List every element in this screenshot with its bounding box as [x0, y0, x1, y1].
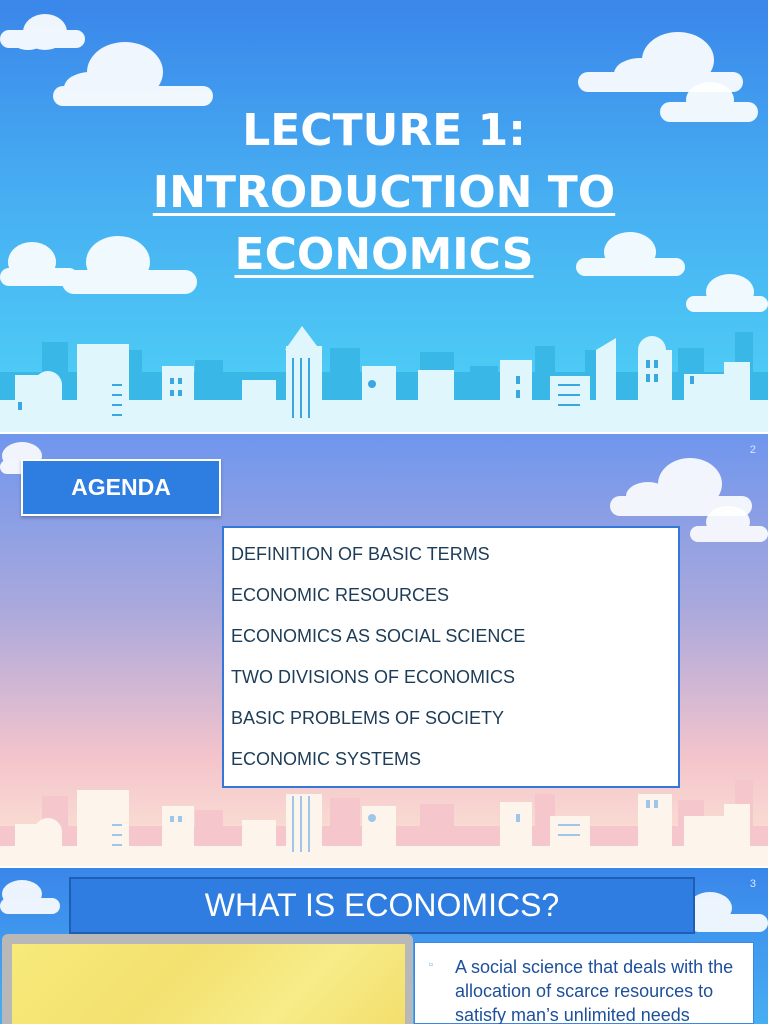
- slide-number: 2: [749, 444, 756, 456]
- agenda-item: BASIC PROBLEMS OF SOCIETY: [231, 708, 505, 728]
- title-line-3: ECONOMICS: [234, 229, 534, 280]
- agenda-item: ECONOMIC RESOURCES: [231, 585, 450, 605]
- square-bullet-icon: ▫: [429, 959, 433, 971]
- city-skyline-front: [0, 790, 768, 866]
- definition-text: A social science that deals with the allocation of scarce resources to satisfy man’s unlimited needs: [455, 957, 734, 1024]
- yellow-picture: [12, 944, 405, 1024]
- city-skyline-front: [0, 326, 768, 432]
- slide-2-agenda: [0, 434, 768, 866]
- agenda-heading: AGENDA: [21, 459, 221, 516]
- agenda-list: [222, 526, 680, 788]
- agenda-item: DEFINITION OF BASIC TERMS: [231, 544, 490, 564]
- slide-title: WHAT IS ECONOMICS?: [69, 877, 695, 934]
- agenda-item: ECONOMICS AS SOCIAL SCIENCE: [231, 626, 526, 646]
- slide-3-what-is-economics: [0, 868, 768, 1024]
- cloud-icon: [578, 32, 743, 92]
- lecture-title: [0, 100, 768, 286]
- agenda-item: ECONOMIC SYSTEMS: [231, 749, 422, 769]
- illustration-image: [2, 934, 413, 1024]
- lecture-number: LECTURE 1:: [242, 105, 526, 156]
- cloud-icon: [0, 880, 60, 914]
- cloud-icon: [0, 14, 85, 50]
- slide-1-title: [0, 0, 768, 432]
- cloud-icon: [688, 892, 768, 932]
- definition-box: [414, 942, 754, 1024]
- agenda-item: TWO DIVISIONS OF ECONOMICS: [231, 667, 516, 687]
- title-line-2: INTRODUCTION TO: [152, 167, 616, 218]
- slide-number: 3: [749, 878, 756, 890]
- cloud-icon: [53, 42, 213, 106]
